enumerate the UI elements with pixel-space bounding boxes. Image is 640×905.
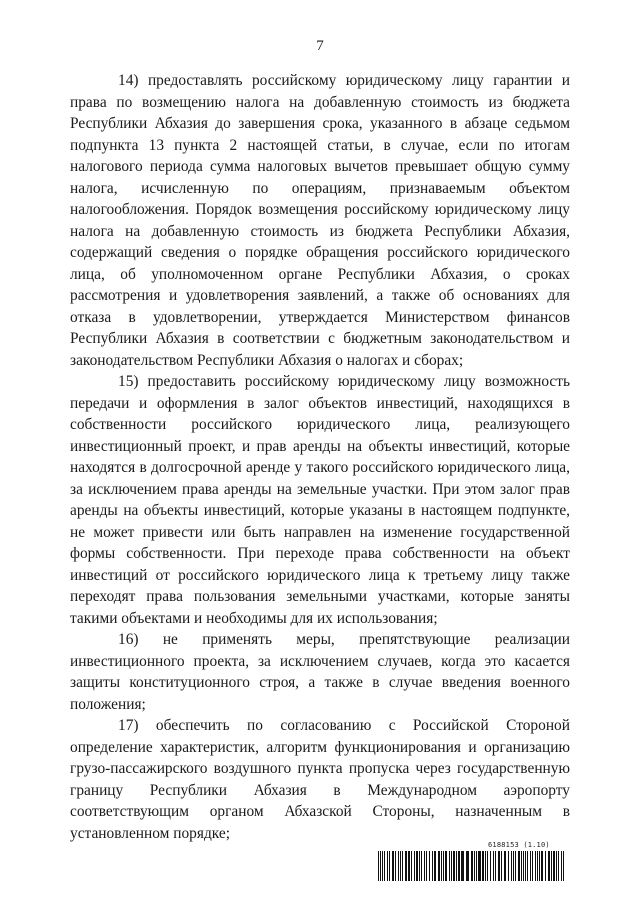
- barcode-bar: [445, 851, 447, 881]
- barcode-bar: [558, 851, 559, 881]
- barcode-bar: [545, 851, 546, 881]
- barcode-bar: [402, 851, 403, 881]
- paragraph-16: 16) не применять меры, препятствующие реализации инвестиционного проекта, за исключением случаев, когда это касается защиты конституционного строя, а также в случае введения военного положения;: [70, 631, 570, 713]
- barcode-bar: [563, 851, 564, 881]
- barcode-bar: [389, 851, 390, 881]
- barcode-bar: [395, 851, 396, 881]
- barcode-bar: [419, 851, 420, 881]
- barcode-bar: [449, 851, 450, 881]
- barcode-bar: [414, 851, 415, 881]
- barcode-bar: [405, 851, 407, 881]
- barcode-bar: [504, 851, 506, 881]
- barcode-bar: [539, 851, 540, 881]
- barcode-bar: [541, 851, 543, 881]
- barcode-bar: [398, 851, 399, 881]
- barcode-bar: [523, 851, 524, 881]
- barcode-bar: [515, 851, 516, 881]
- barcode-bar: [421, 851, 422, 881]
- barcode-bar: [551, 851, 552, 881]
- document-code: 6188153 (1.10): [488, 841, 550, 849]
- barcode-bar: [537, 851, 538, 881]
- barcode-bar: [495, 851, 496, 881]
- barcode-bar: [400, 851, 401, 881]
- barcode-bar: [432, 851, 433, 881]
- barcode-bar: [487, 851, 488, 881]
- barcode-bar: [424, 851, 425, 881]
- barcode-bar: [408, 851, 410, 881]
- barcode-bar: [501, 851, 502, 881]
- barcode-bar: [471, 851, 473, 881]
- barcode-bar: [438, 851, 440, 881]
- barcode-bar: [561, 851, 562, 881]
- paragraph-15: 15) предоставить российскому юридическому лицу возможность передачи и оформления в залог объектов инвестиций, находящихся в собственности российского юридического лица, реализующего инвестиционный проект, и прав аренды на объекты инвестиций, которые находятся в долгосрочной аренде у такого российского юридического лица, за исключением права аренды на земельные участки. При этом залог прав аренды на объекты инвестиций, которые указаны в настоящем подпункте, не может привести или быть направлен на изменение государственной формы собственности. При переходе права собственности на объект инвестиций от российского юридического лица к третьему лицу также переходят права пользования земельными участками, которые заняты такими объектами и необходимы для их использования;: [70, 373, 570, 627]
- barcode-bar: [416, 851, 418, 881]
- barcode-bar: [380, 851, 381, 881]
- barcode-bar: [508, 851, 509, 881]
- barcode-image: [378, 851, 566, 881]
- barcode-bar: [426, 851, 427, 881]
- barcode-bar: [451, 851, 452, 881]
- barcode-bar: [490, 851, 491, 881]
- barcode-bar: [434, 851, 436, 881]
- barcode-bar: [378, 851, 379, 881]
- barcode-bar: [476, 851, 477, 881]
- document-body: [70, 70, 570, 844]
- paragraph-17: 17) обеспечить по согласованию с Российской Стороной определение характеристик, алгоритм функционирования и организацию грузо-пассажирского воздушного пункта пропуска через государственную границу Республики Абхазия в Международном аэропорту соответствующим органом Абхазской Стороны, назначенным в установленном порядке;: [70, 717, 570, 842]
- barcode-bar: [453, 851, 455, 881]
- barcode-bar: [382, 851, 383, 881]
- barcode-bar: [411, 851, 412, 881]
- barcode-bar: [518, 851, 520, 881]
- barcode-bar: [532, 851, 533, 881]
- barcode-bar: [443, 851, 444, 881]
- barcode-bar: [387, 851, 388, 881]
- barcode-bar: [384, 851, 385, 881]
- barcode-bar: [493, 851, 494, 881]
- barcode-bar: [392, 851, 394, 881]
- barcode-bar: [485, 851, 486, 881]
- barcode-bar: [553, 851, 555, 881]
- barcode-bar: [521, 851, 522, 881]
- barcode-bar: [482, 851, 484, 881]
- barcode-bar: [466, 851, 469, 881]
- barcode-bar: [513, 851, 514, 881]
- barcode-bar: [548, 851, 550, 881]
- barcode-bar: [525, 851, 526, 881]
- barcode-bar: [458, 851, 460, 881]
- barcode-bar: [474, 851, 475, 881]
- barcode-bar: [556, 851, 557, 881]
- barcode-bar: [535, 851, 536, 881]
- barcode-bar: [461, 851, 464, 881]
- barcode-bar: [498, 851, 500, 881]
- barcode-bar: [441, 851, 442, 881]
- barcode-bar: [527, 851, 528, 881]
- barcode-bar: [530, 851, 531, 881]
- barcode-bar: [478, 851, 481, 881]
- barcode-bar: [456, 851, 457, 881]
- paragraph-14: 14) предоставлять российскому юридическому лицу гарантии и права по возмещению налога на добавленную стоимость из бюджета Республики Абхазия до завершения срока, указанного в абзаце седьмом подпункта 13 пункта 2 настоящей статьи, в случае, если по итогам налогового периода сумма налоговых вычетов превышает общую сумму налога, исчисленную по операциям, признаваемым объектом налогообложения. Порядок возмещения российскому юридическому лицу налога на добавленную стоимость из бюджета Республики Абхазия, содержащий сведения о порядке обращения российского юридического лица, об уполномоченном органе Республики Абхазия, о сроках рассмотрения и удовлетворения заявлений, а также об основаниях для отказа в удовлетворении, утверждается Министерством финансов Республики Абхазия в соответствии с бюджетным законодательством и законодательством Республики Абхазия о налогах и сборах;: [70, 72, 570, 369]
- barcode-bar: [429, 851, 430, 881]
- page-number: 7: [316, 38, 324, 54]
- barcode-bar: [511, 851, 512, 881]
